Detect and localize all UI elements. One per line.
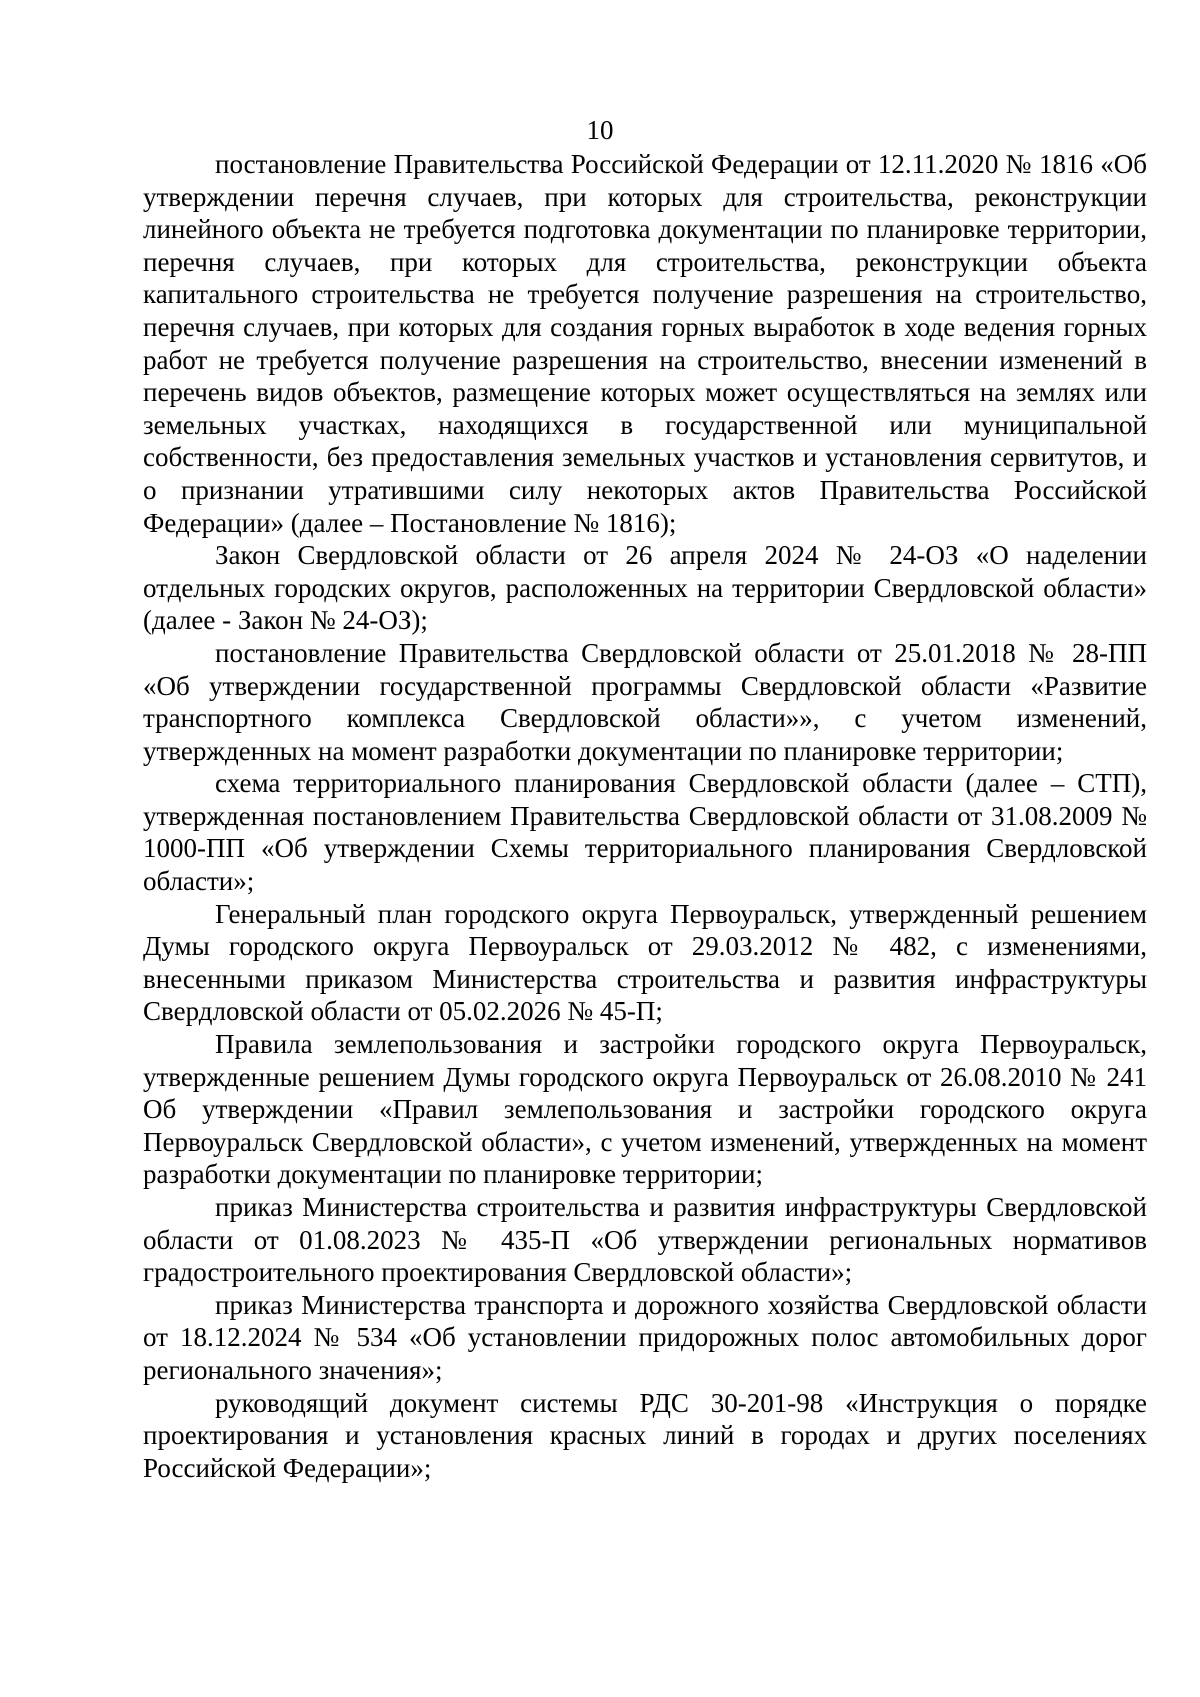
- paragraph-pzz: Правила землепользования и застройки городского округа Первоуральск, утвержденные решением Думы городского округа Первоуральск от 26.08.2010 № 241 Об утверждении «Правил землепользования и застройки городского округа Первоуральск Свердловской области», с учетом изменений, утвержденных на момент разработки документации по планировке территории;: [143, 1029, 1147, 1190]
- paragraph-prikaz-435-p: приказ Министерства строительства и развития инфраструктуры Свердловской области от 01.08.2023 № 435-П «Об утверждении региональных нормативов градостроительного проектирования Свердловской области»;: [143, 1192, 1147, 1288]
- paragraph-general-plan: Генеральный план городского округа Первоуральск, утвержденный решением Думы городского округа Первоуральск от 29.03.2012 № 482, с изменениями, внесенными приказом Министерства строительства и развития инфраструктуры Свердловской области от 05.02.2026 № 45-П;: [143, 898, 1147, 1027]
- paragraph-zakon-24-oz: Закон Свердловской области от 26 апреля 2024 № 24-ОЗ «О наделении отдельных городских округов, расположенных на территории Свердловской области» (далее - Закон № 24-ОЗ);: [143, 540, 1147, 636]
- page-number: 10: [586, 115, 614, 145]
- paragraph-postanovlenie-1816: постановление Правительства Российской Федерации от 12.11.2020 № 1816 «Об утверждении перечня случаев, при которых для строительства, реконструкции линейного объекта не требуется подготовка документации по планировке территории, перечня случаев, при которых для строительства, реконструкции объекта капитального строительства не требуется получение разрешения на строительство, перечня случаев, при которых для создания горных выработок в ходе ведения горных работ не требуется получение разрешения на строительство, внесении изменений в перечень видов объектов, размещение которых может осуществляться на землях или земельных участках, находящихся в государственной или муниципальной собственности, без предоставления земельных участков и установления сервитутов, и о признании утратившими силу некоторых актов Правительства Российской Федерации» (далее – Постановление № 1816);: [143, 149, 1147, 538]
- paragraph-postanovlenie-28-pp: постановление Правительства Свердловской области от 25.01.2018 № 28-ПП «Об утверждении государственной программы Свердловской области «Развитие транспортного комплекса Свердловской области»», с учетом изменений, утвержденных на момент разработки документации по планировке территории;: [143, 637, 1147, 766]
- document-body: [143, 148, 1147, 1484]
- paragraph-stp: схема территориального планирования Свердловской области (далее – СТП), утвержденная постановлением Правительства Свердловской области от 31.08.2009 № 1000-ПП «Об утверждении Схемы территориального планирования Свердловской области»;: [143, 768, 1147, 897]
- paragraph-prikaz-534: приказ Министерства транспорта и дорожного хозяйства Свердловской области от 18.12.2024 № 534 «Об установлении придорожных полос автомобильных дорог регионального значения»;: [143, 1289, 1147, 1385]
- paragraph-rds-30-201-98: руководящий документ системы РДС 30-201-98 «Инструкция о порядке проектирования и установления красных линий в городах и других поселениях Российской Федерации»;: [143, 1387, 1147, 1483]
